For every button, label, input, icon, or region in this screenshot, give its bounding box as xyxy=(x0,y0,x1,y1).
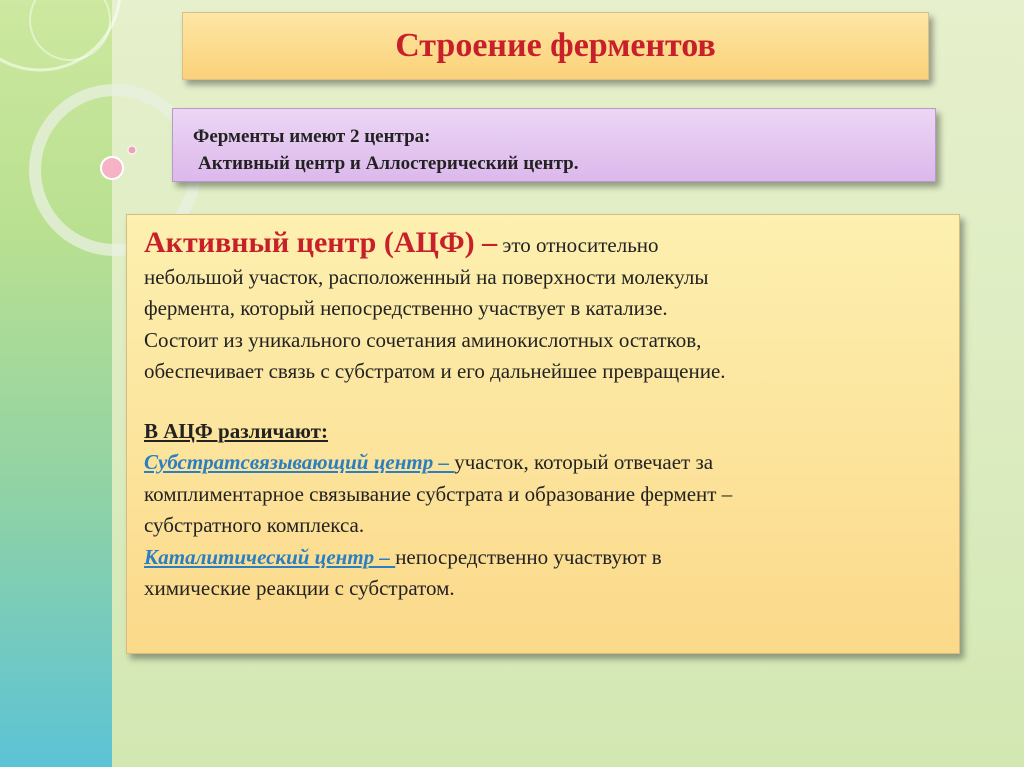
main-panel xyxy=(126,214,960,654)
term1-link[interactable]: Субстратсвязывающий центр – xyxy=(144,450,455,474)
term1-rest: участок, который отвечает за xyxy=(454,450,714,474)
blank-line xyxy=(144,388,959,416)
info-line-1: Ферменты имеют 2 центра: xyxy=(193,126,431,147)
term2-link[interactable]: Каталитический центр – xyxy=(144,544,396,569)
body-line-4: обеспечивает связь с субстратом и его дальнейшее превращение. xyxy=(144,359,726,383)
active-center-heading-line xyxy=(144,227,959,262)
term2-rest: непосредственно участвуют в xyxy=(395,544,662,569)
term1-line xyxy=(144,447,959,479)
body-line-2: фермента, который непосредственно участвует в катализе. xyxy=(144,296,668,320)
slide-title: Строение ферментов xyxy=(395,27,716,64)
active-center-heading: Активный центр (АЦФ) – xyxy=(144,226,498,259)
body-line-1: небольшой участок, расположенный на поверхности молекулы xyxy=(144,264,709,289)
term2-line xyxy=(144,542,959,574)
body-line-3: Состоит из уникального сочетания аминокислотных остатков, xyxy=(144,327,702,352)
info-line-2: Активный центр и Аллостерический центр. xyxy=(198,153,579,174)
term2-line-2: химические реакции с субстратом. xyxy=(144,576,455,600)
term1-line-2: комплиментарное связывание субстрата и образование фермент – xyxy=(144,481,733,506)
info-panel xyxy=(172,108,936,182)
term1-line-3: субстратного комплекса. xyxy=(144,513,365,537)
heading-rest: это относительно xyxy=(497,233,659,257)
title-panel xyxy=(182,12,929,80)
subheading: В АЦФ различают: xyxy=(144,418,328,443)
